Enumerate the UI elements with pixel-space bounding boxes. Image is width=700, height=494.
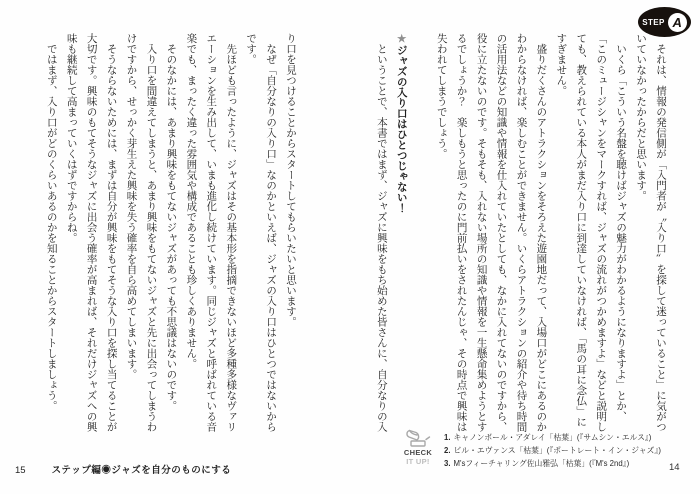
list-item-number: 1.: [444, 433, 451, 442]
page-number-right: 14: [669, 462, 680, 473]
page14-body-text: [375, 33, 670, 434]
check-label: CHECK: [403, 448, 433, 457]
list-item-number: 2.: [444, 446, 451, 455]
body-paragraph: それは、情報の発信側が「入門者が〝入り口〟を探して迷っていること」に気がついていなかったからだと思います。: [635, 33, 667, 432]
list-item-text: ビル・エヴァンス「枯葉」(『ポートレート・イン・ジャズ』): [453, 446, 661, 455]
body-paragraph: そうならないためには、まずは自分が興味をもてそうな入り口を探し当てることが大切です。興味のもてそうなジャズに出会う確率が高まれば、それだけジャズへの興味も継続して高まっていくはずですからね。: [65, 33, 118, 432]
list-item-number: 3.: [444, 459, 451, 468]
body-paragraph: ではまず、入り口がどのくらいあるのかを知ることからスタートしましょう。: [45, 33, 58, 411]
step-badge-label: STEP: [642, 17, 665, 27]
list-item-text: M'sフィーチャリング佐山雅弘「枯葉」(『M's 2nd』): [453, 459, 630, 468]
step-letter-badge: A: [668, 13, 687, 32]
page15-body-text: [20, 33, 300, 434]
it-up-label: IT UP!: [406, 457, 430, 466]
body-paragraph: 先ほども言ったように、ジャズはその基本形を指摘できないほど多種多様なヴァリエーションを生み出して、いまも進化し続けています。同じジャズと呼ばれている音楽でも、まったく違った雰囲気や構成であることも珍しくありません。: [185, 33, 238, 432]
list-item: [444, 431, 661, 444]
body-paragraph: ということで、本書ではまず、ジャズに興味をもち始めた皆さんに、自分なりの入: [375, 33, 388, 432]
chapter-title: ステップ編◉ジャズを自分のものにする: [51, 465, 232, 476]
body-paragraph: いくら「こういう名盤を聴けばジャズの魅力がわかるようになりますよ」とか、「このミュージシャンをマークすれば、ジャズの流れがつかめますよ」などと説明しても、教えられている本人がまだ入り口に到達していなければ、「馬の耳に念仏」にすぎません。: [555, 33, 628, 432]
body-paragraph: なぜ「自分なりの入り口」なのかといえば、ジャズの入り口はひとつではないからです。: [245, 33, 278, 432]
body-paragraph: 入り口を間違えてしまうと、あまり興味をもてないジャズと先に出会ってしまうわけですから、せっかく芽生えた興味を失う確率を自ら高めてしまいます。: [125, 33, 158, 432]
section-heading-text: ジャズの入り口はひとつじゃない！: [395, 45, 408, 213]
star-icon: ★: [395, 33, 408, 45]
gramophone-icon: [405, 429, 432, 447]
check-it-up-block: [398, 429, 661, 470]
list-item: [444, 444, 661, 457]
check-it-up-badge: [398, 429, 438, 466]
body-paragraph: 盛りだくさんのアトラクションをそろえた遊園地だって、入場口がどこにあるのかわからなければ、楽しむことができません。いくらアトラクションの紹介や待ち時間の活用法などの知識や情報を仕入れていたとしても、なかに入れてないのですから、役に立たないのです。そもそも、入れない場所の知識や情報を一生懸命集めようとするでしょうか？ 楽しもうと思ったのに門前払いをされたんじゃ、その時点で興味は失われてしまうでしょう。: [435, 33, 548, 432]
section-heading: [391, 33, 411, 434]
list-item: [444, 457, 661, 470]
body-paragraph: り口を見つけることからスタートしてもらいたいと思います。: [285, 33, 297, 327]
list-item-text: キャノンボール・アダレイ「枯葉」(『サムシン・エルス』): [453, 433, 652, 442]
page-number-left: 15: [15, 465, 26, 476]
recommended-tracks-list: [444, 429, 661, 470]
page15-footer: [15, 462, 231, 476]
body-paragraph: そのなかには、あまり興味をもてないジャズがあっても不思議はないのです。: [165, 33, 178, 411]
